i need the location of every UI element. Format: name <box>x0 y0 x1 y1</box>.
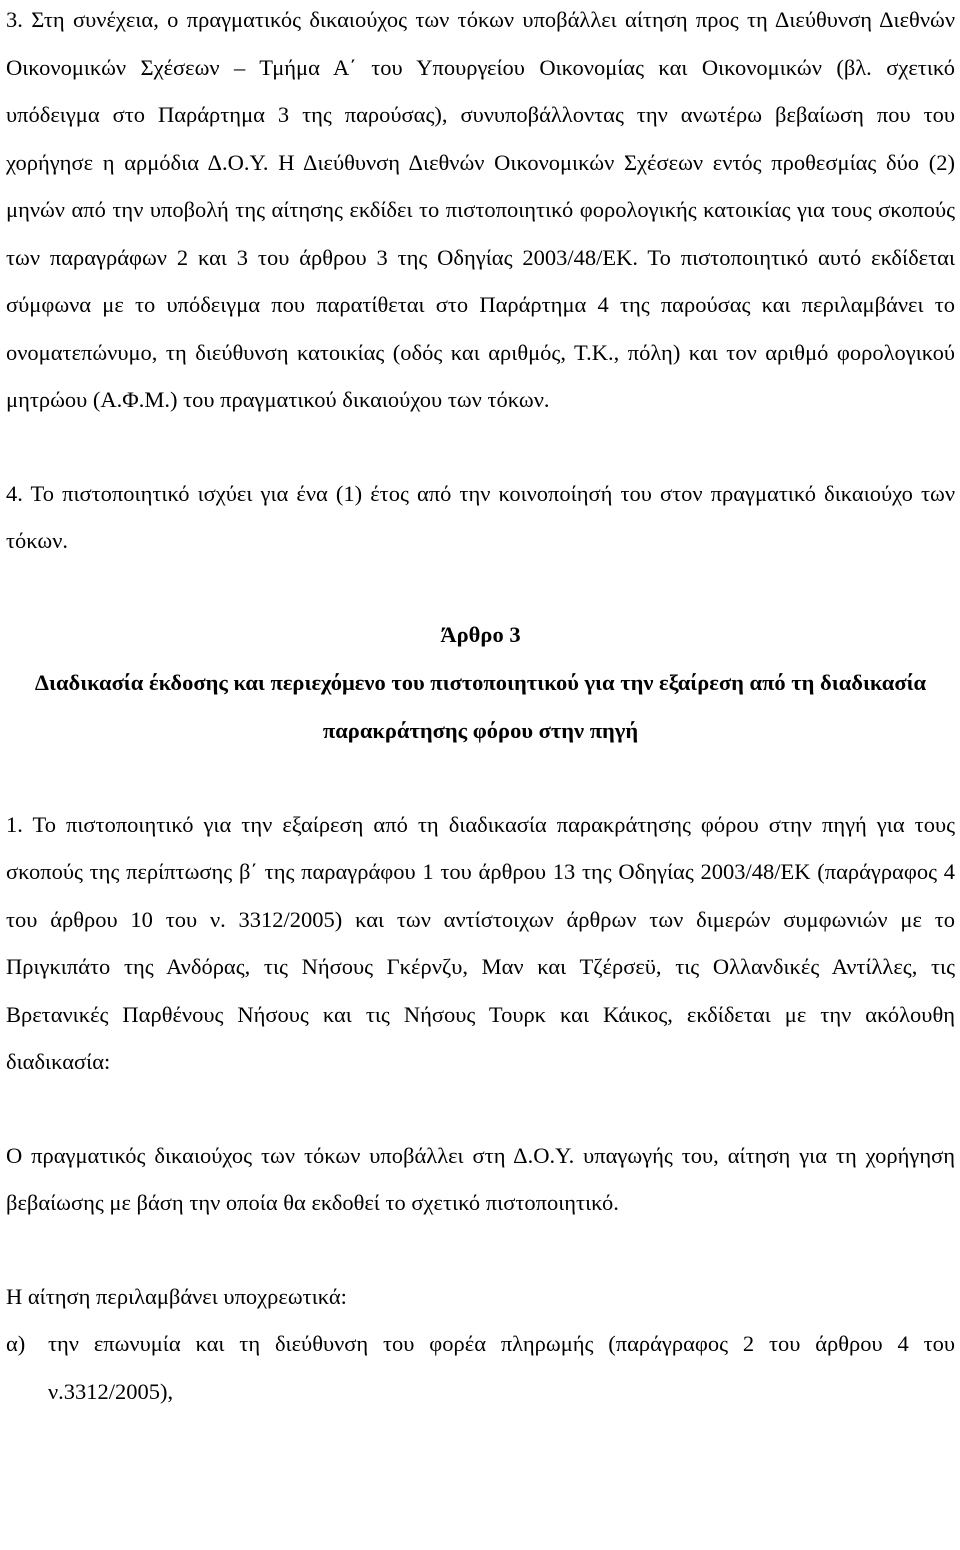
paragraph-4: 4. Το πιστοποιητικό ισχύει για ένα (1) έτος από την κοινοποίησή του στον πραγματικό δικαιούχο των τόκων. <box>6 480 955 553</box>
paragraph-submit: Ο πραγματικός δικαιούχος των τόκων υποβάλλει στη Δ.Ο.Υ. υπαγωγής του, αίτηση για τη χορήγηση βεβαίωσης με βάση την οποία θα εκδοθεί το σχετικό πιστοποιητικό. <box>6 1142 955 1215</box>
paragraph-contains: Η αίτηση περιλαμβάνει υποχρεωτικά: <box>6 1283 347 1309</box>
paragraph-1: 1. Το πιστοποιητικό για την εξαίρεση από τη διαδικασία παρακράτησης φόρου στην πηγή για τους σκοπούς της περίπτωσης β΄ της παραγράφου 1 του άρθρου 13 της Οδηγίας 2003/48/ΕΚ (παράγραφος 4 του άρθρου 10 του ν. 3312/2005) και των αντίστοιχων άρθρων των διμερών συμφωνιών με το Πριγκιπάτο της Ανδόρας, τις Νήσους Γκέρνζυ, Μαν και Τζέρσεϋ, τις Ολλανδικές Αντίλλες, τις Βρετανικές Παρθένους Νήσους και τις Νήσους Τουρκ και Κάικος, εκδίδεται με την ακόλουθη διαδικασία: <box>6 811 955 1074</box>
list-item-a <box>6 1320 955 1415</box>
paragraph-3: 3. Στη συνέχεια, ο πραγματικός δικαιούχος των τόκων υποβάλλει αίτηση προς τη Διεύθυνση Διεθνών Οικονομικών Σχέσεων – Τμήμα Α΄ του Υπουργείου Οικονομίας και Οικονομικών (βλ. σχετικό υπόδειγμα στο Παράρτημα 3 της παρούσας), συνυποβάλλοντας την ανωτέρω βεβαίωση που του χορήγησε η αρμόδια Δ.Ο.Υ. Η Διεύθυνση Διεθνών Οικονομικών Σχέσεων εντός προθεσμίας δύο (2) μηνών από την υποβολή της αίτησης εκδίδει το πιστοποιητικό φορολογικής κατοικίας για τους σκοπούς των παραγράφων 2 και 3 του άρθρου 3 της Οδηγίας 2003/48/ΕΚ. Το πιστοποιητικό αυτό εκδίδεται σύμφωνα με το υπόδειγμα που παρατίθεται στο Παράρτημα 4 της παρούσας και περιλαμβάνει το ονοματεπώνυμο, τη διεύθυνση κατοικίας (οδός και αριθμός, Τ.Κ., πόλη) και τον αριθμό φορολογικού μητρώου (Α.Φ.Μ.) του πραγματικού δικαιούχου των τόκων. <box>6 7 955 412</box>
article-title: Άρθρο 3 <box>440 621 521 647</box>
spacer <box>6 1227 955 1273</box>
article-subtitle: Διαδικασία έκδοσης και περιεχόμενο του πιστοποιητικού για την εξαίρεση από τη διαδικασία παρακράτησης φόρου στην πηγή <box>34 669 927 743</box>
spacer <box>6 424 955 470</box>
spacer <box>6 755 955 801</box>
spacer <box>6 1086 955 1132</box>
spacer <box>6 565 955 611</box>
list-marker: α) <box>6 1331 26 1356</box>
list-item-text: την επωνυμία και τη διεύθυνση του φορέα πληρωμής (παράγραφος 2 του άρθρου 4 του ν.3312/2005), <box>48 1331 955 1404</box>
